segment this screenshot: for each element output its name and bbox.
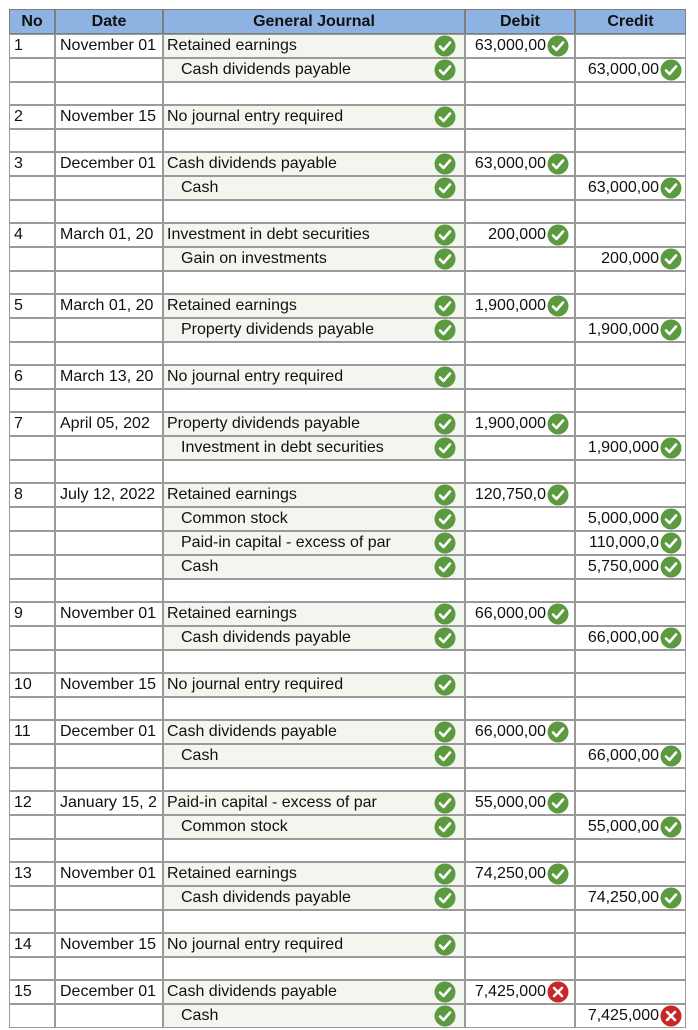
correct-check-icon — [660, 816, 682, 838]
debit-input[interactable] — [465, 318, 575, 342]
account-select[interactable]: Retained earnings — [163, 602, 465, 626]
empty-cell — [55, 839, 163, 862]
table-row — [0, 176, 698, 200]
correct-check-icon — [660, 627, 682, 649]
table-row — [0, 626, 698, 650]
debit-input[interactable]: 1,900,000 — [465, 294, 575, 318]
credit-input[interactable]: 110,000,0 — [575, 531, 686, 555]
entry-number: 12 — [9, 791, 55, 815]
empty-cell — [465, 129, 575, 152]
empty-cell — [575, 650, 686, 673]
empty-cell — [163, 650, 465, 673]
correct-check-icon — [434, 792, 456, 814]
empty-cell — [575, 910, 686, 933]
empty-cell — [465, 389, 575, 412]
correct-check-icon — [434, 934, 456, 956]
credit-input[interactable] — [575, 673, 686, 697]
date-select[interactable] — [55, 744, 163, 768]
empty-cell — [55, 271, 163, 294]
date-select[interactable]: November 01 — [55, 602, 163, 626]
credit-input[interactable] — [575, 720, 686, 744]
empty-cell — [55, 342, 163, 365]
account-select[interactable]: Cash — [163, 555, 465, 579]
table-row — [0, 34, 698, 58]
correct-check-icon — [434, 816, 456, 838]
correct-check-icon — [660, 532, 682, 554]
debit-input[interactable] — [465, 744, 575, 768]
date-select[interactable]: November 01 — [55, 862, 163, 886]
entry-number — [9, 247, 55, 271]
empty-cell — [9, 460, 55, 483]
debit-input[interactable] — [465, 176, 575, 200]
empty-cell — [163, 697, 465, 720]
correct-check-icon — [434, 508, 456, 530]
date-select[interactable]: November 15 — [55, 933, 163, 957]
debit-input[interactable]: 66,000,00 — [465, 720, 575, 744]
correct-check-icon — [660, 59, 682, 81]
table-row — [0, 365, 698, 389]
correct-check-icon — [434, 224, 456, 246]
correct-check-icon — [434, 437, 456, 459]
empty-cell — [55, 957, 163, 980]
credit-input[interactable] — [575, 602, 686, 626]
entry-number: 13 — [9, 862, 55, 886]
credit-input[interactable] — [575, 223, 686, 247]
correct-check-icon — [434, 603, 456, 625]
empty-cell — [163, 957, 465, 980]
debit-input[interactable] — [465, 105, 575, 129]
credit-input[interactable] — [575, 933, 686, 957]
credit-input[interactable] — [575, 791, 686, 815]
table-row — [0, 933, 698, 957]
date-select[interactable] — [55, 626, 163, 650]
date-select[interactable]: December 01 — [55, 720, 163, 744]
account-select[interactable]: Property dividends payable — [163, 318, 465, 342]
header-credit: Credit — [575, 9, 686, 34]
date-select[interactable]: December 01 — [55, 152, 163, 176]
account-select[interactable]: Cash — [163, 176, 465, 200]
date-select[interactable] — [55, 1004, 163, 1028]
correct-check-icon — [660, 319, 682, 341]
empty-cell — [575, 579, 686, 602]
account-select[interactable]: No journal entry required — [163, 933, 465, 957]
debit-input[interactable]: 1,900,000 — [465, 412, 575, 436]
debit-input[interactable] — [465, 815, 575, 839]
empty-cell — [465, 271, 575, 294]
table-row — [0, 58, 698, 82]
debit-input[interactable] — [465, 933, 575, 957]
table-row — [0, 436, 698, 460]
correct-check-icon — [547, 224, 569, 246]
debit-input[interactable]: 63,000,00 — [465, 152, 575, 176]
date-select[interactable] — [55, 436, 163, 460]
empty-cell — [9, 82, 55, 105]
table-row — [0, 791, 698, 815]
debit-input[interactable]: 66,000,00 — [465, 602, 575, 626]
entry-number: 11 — [9, 720, 55, 744]
account-select[interactable]: Cash dividends payable — [163, 626, 465, 650]
account-select[interactable]: Retained earnings — [163, 294, 465, 318]
credit-input[interactable]: 66,000,00 — [575, 744, 686, 768]
empty-cell — [9, 342, 55, 365]
empty-cell — [465, 957, 575, 980]
correct-check-icon — [434, 153, 456, 175]
entry-number — [9, 1004, 55, 1028]
empty-cell — [55, 910, 163, 933]
credit-input[interactable]: 7,425,000 — [575, 1004, 686, 1028]
correct-check-icon — [434, 556, 456, 578]
entry-number: 4 — [9, 223, 55, 247]
table-row — [0, 673, 698, 697]
empty-cell — [575, 200, 686, 223]
correct-check-icon — [434, 745, 456, 767]
correct-check-icon — [434, 248, 456, 270]
date-select[interactable]: April 05, 202 — [55, 412, 163, 436]
correct-check-icon — [434, 532, 456, 554]
correct-check-icon — [547, 413, 569, 435]
debit-input[interactable] — [465, 886, 575, 910]
table-row — [0, 223, 698, 247]
empty-cell — [9, 271, 55, 294]
date-select[interactable]: January 15, 2 — [55, 791, 163, 815]
credit-input[interactable] — [575, 105, 686, 129]
account-select[interactable]: Investment in debt securities — [163, 223, 465, 247]
empty-cell — [163, 768, 465, 791]
debit-input[interactable]: 55,000,00 — [465, 791, 575, 815]
table-row — [0, 720, 698, 744]
empty-cell — [465, 579, 575, 602]
entry-number — [9, 626, 55, 650]
credit-input[interactable] — [575, 365, 686, 389]
correct-check-icon — [434, 366, 456, 388]
empty-cell — [9, 768, 55, 791]
empty-cell — [55, 129, 163, 152]
date-select[interactable]: March 01, 20 — [55, 223, 163, 247]
date-select[interactable] — [55, 555, 163, 579]
table-row — [0, 1004, 698, 1028]
account-select[interactable]: No journal entry required — [163, 365, 465, 389]
account-select[interactable]: Property dividends payable — [163, 412, 465, 436]
table-row — [0, 886, 698, 910]
entry-number — [9, 886, 55, 910]
empty-cell — [163, 200, 465, 223]
debit-input[interactable] — [465, 531, 575, 555]
correct-check-icon — [547, 863, 569, 885]
entry-number: 6 — [9, 365, 55, 389]
empty-cell — [55, 697, 163, 720]
date-select[interactable]: November 15 — [55, 105, 163, 129]
date-select[interactable] — [55, 58, 163, 82]
credit-input[interactable] — [575, 862, 686, 886]
date-select[interactable]: November 01 — [55, 34, 163, 58]
date-select[interactable]: March 13, 20 — [55, 365, 163, 389]
account-select[interactable]: Cash — [163, 1004, 465, 1028]
table-row — [0, 507, 698, 531]
account-select[interactable]: Retained earnings — [163, 862, 465, 886]
account-select[interactable]: No journal entry required — [163, 105, 465, 129]
correct-check-icon — [434, 59, 456, 81]
empty-cell — [575, 697, 686, 720]
account-select[interactable]: Cash — [163, 744, 465, 768]
account-select[interactable]: Common stock — [163, 815, 465, 839]
date-select[interactable] — [55, 247, 163, 271]
account-select[interactable]: Cash dividends payable — [163, 152, 465, 176]
correct-check-icon — [547, 792, 569, 814]
header-general-journal: General Journal — [163, 9, 465, 34]
correct-check-icon — [434, 1005, 456, 1027]
empty-cell — [55, 389, 163, 412]
debit-input[interactable] — [465, 1004, 575, 1028]
correct-check-icon — [547, 603, 569, 625]
empty-cell — [465, 697, 575, 720]
empty-cell — [465, 839, 575, 862]
account-select[interactable]: Cash dividends payable — [163, 720, 465, 744]
empty-cell — [163, 342, 465, 365]
empty-cell — [465, 342, 575, 365]
empty-cell — [575, 957, 686, 980]
correct-check-icon — [434, 981, 456, 1003]
empty-cell — [575, 271, 686, 294]
table-row — [0, 294, 698, 318]
correct-check-icon — [434, 674, 456, 696]
empty-cell — [9, 697, 55, 720]
correct-check-icon — [660, 248, 682, 270]
entry-number — [9, 555, 55, 579]
credit-input[interactable] — [575, 152, 686, 176]
account-select[interactable]: Gain on investments — [163, 247, 465, 271]
correct-check-icon — [434, 35, 456, 57]
entry-number: 10 — [9, 673, 55, 697]
date-select[interactable]: November 15 — [55, 673, 163, 697]
date-select[interactable]: March 01, 20 — [55, 294, 163, 318]
table-row — [0, 602, 698, 626]
date-select[interactable] — [55, 531, 163, 555]
entry-number — [9, 744, 55, 768]
correct-check-icon — [434, 177, 456, 199]
empty-cell — [465, 650, 575, 673]
credit-input[interactable]: 200,000 — [575, 247, 686, 271]
table-row — [0, 531, 698, 555]
account-select[interactable]: Cash dividends payable — [163, 58, 465, 82]
correct-check-icon — [434, 319, 456, 341]
empty-cell — [575, 460, 686, 483]
correct-check-icon — [547, 484, 569, 506]
empty-cell — [163, 389, 465, 412]
empty-cell — [55, 579, 163, 602]
account-select[interactable]: Retained earnings — [163, 34, 465, 58]
credit-input[interactable]: 1,900,000 — [575, 436, 686, 460]
empty-cell — [163, 82, 465, 105]
date-select[interactable]: December 01 — [55, 980, 163, 1004]
credit-input[interactable]: 55,000,00 — [575, 815, 686, 839]
debit-input[interactable] — [465, 626, 575, 650]
correct-check-icon — [547, 295, 569, 317]
correct-check-icon — [660, 437, 682, 459]
empty-cell — [55, 460, 163, 483]
empty-cell — [465, 200, 575, 223]
empty-cell — [163, 129, 465, 152]
header-debit: Debit — [465, 9, 575, 34]
correct-check-icon — [660, 508, 682, 530]
empty-cell — [55, 768, 163, 791]
credit-input[interactable]: 63,000,00 — [575, 58, 686, 82]
credit-input[interactable] — [575, 412, 686, 436]
empty-cell — [575, 129, 686, 152]
table-row — [0, 555, 698, 579]
debit-input[interactable] — [465, 507, 575, 531]
account-select[interactable]: Paid-in capital - excess of par — [163, 531, 465, 555]
empty-cell — [9, 839, 55, 862]
date-select[interactable]: July 12, 2022 — [55, 483, 163, 507]
debit-input[interactable] — [465, 247, 575, 271]
correct-check-icon — [547, 35, 569, 57]
table-row — [0, 483, 698, 507]
date-select[interactable] — [55, 176, 163, 200]
table-row — [0, 980, 698, 1004]
empty-cell — [163, 460, 465, 483]
date-select[interactable] — [55, 815, 163, 839]
empty-cell — [163, 839, 465, 862]
entry-number: 14 — [9, 933, 55, 957]
debit-input[interactable] — [465, 555, 575, 579]
debit-input[interactable]: 200,000 — [465, 223, 575, 247]
entry-number: 2 — [9, 105, 55, 129]
entry-number: 1 — [9, 34, 55, 58]
credit-input[interactable] — [575, 34, 686, 58]
credit-input[interactable] — [575, 980, 686, 1004]
entry-number — [9, 318, 55, 342]
empty-cell — [9, 129, 55, 152]
debit-input[interactable]: 120,750,0 — [465, 483, 575, 507]
empty-cell — [9, 389, 55, 412]
account-select[interactable]: Investment in debt securities — [163, 436, 465, 460]
table-row — [0, 412, 698, 436]
correct-check-icon — [434, 106, 456, 128]
correct-check-icon — [660, 745, 682, 767]
table-row — [0, 152, 698, 176]
empty-cell — [55, 82, 163, 105]
empty-cell — [465, 82, 575, 105]
entry-number: 8 — [9, 483, 55, 507]
empty-cell — [575, 342, 686, 365]
correct-check-icon — [434, 295, 456, 317]
entry-number: 3 — [9, 152, 55, 176]
empty-cell — [9, 957, 55, 980]
entry-number — [9, 507, 55, 531]
empty-cell — [465, 910, 575, 933]
empty-cell — [9, 579, 55, 602]
correct-check-icon — [434, 721, 456, 743]
entry-number — [9, 531, 55, 555]
table-row — [0, 862, 698, 886]
account-select[interactable]: Common stock — [163, 507, 465, 531]
date-select[interactable] — [55, 886, 163, 910]
credit-input[interactable] — [575, 483, 686, 507]
credit-input[interactable] — [575, 294, 686, 318]
entry-number: 7 — [9, 412, 55, 436]
debit-input[interactable]: 63,000,00 — [465, 34, 575, 58]
empty-cell — [55, 650, 163, 673]
empty-cell — [575, 389, 686, 412]
empty-cell — [9, 650, 55, 673]
credit-input[interactable]: 66,000,00 — [575, 626, 686, 650]
account-select[interactable]: No journal entry required — [163, 673, 465, 697]
entry-number: 9 — [9, 602, 55, 626]
empty-cell — [55, 200, 163, 223]
table-row — [0, 318, 698, 342]
entry-number: 5 — [9, 294, 55, 318]
credit-input[interactable]: 74,250,00 — [575, 886, 686, 910]
header-no: No — [9, 9, 55, 34]
entry-number — [9, 58, 55, 82]
correct-check-icon — [434, 484, 456, 506]
debit-input[interactable] — [465, 365, 575, 389]
empty-cell — [465, 768, 575, 791]
correct-check-icon — [434, 887, 456, 909]
debit-input[interactable]: 7,425,000 — [465, 980, 575, 1004]
correct-check-icon — [660, 887, 682, 909]
empty-cell — [575, 839, 686, 862]
account-select[interactable]: Cash dividends payable — [163, 886, 465, 910]
correct-check-icon — [660, 556, 682, 578]
credit-input[interactable]: 63,000,00 — [575, 176, 686, 200]
header-date: Date — [55, 9, 163, 34]
credit-input[interactable]: 1,900,000 — [575, 318, 686, 342]
credit-input[interactable]: 5,750,000 — [575, 555, 686, 579]
account-select[interactable]: Retained earnings — [163, 483, 465, 507]
table-row — [0, 105, 698, 129]
empty-cell — [9, 910, 55, 933]
entry-number — [9, 436, 55, 460]
debit-input[interactable] — [465, 436, 575, 460]
entry-number — [9, 815, 55, 839]
entry-number: 15 — [9, 980, 55, 1004]
table-row — [0, 815, 698, 839]
correct-check-icon — [434, 863, 456, 885]
correct-check-icon — [660, 177, 682, 199]
date-select[interactable] — [55, 507, 163, 531]
account-select[interactable]: Paid-in capital - excess of par — [163, 791, 465, 815]
debit-input[interactable] — [465, 673, 575, 697]
empty-cell — [163, 579, 465, 602]
account-select[interactable]: Cash dividends payable — [163, 980, 465, 1004]
correct-check-icon — [547, 153, 569, 175]
empty-cell — [9, 200, 55, 223]
empty-cell — [163, 910, 465, 933]
empty-cell — [575, 82, 686, 105]
entry-number — [9, 176, 55, 200]
incorrect-x-icon — [547, 981, 569, 1003]
empty-cell — [575, 768, 686, 791]
incorrect-x-icon — [660, 1005, 682, 1027]
empty-cell — [163, 271, 465, 294]
date-select[interactable] — [55, 318, 163, 342]
table-row — [0, 247, 698, 271]
credit-input[interactable]: 5,000,000 — [575, 507, 686, 531]
correct-check-icon — [434, 627, 456, 649]
debit-input[interactable] — [465, 58, 575, 82]
correct-check-icon — [547, 721, 569, 743]
correct-check-icon — [434, 413, 456, 435]
table-row — [0, 744, 698, 768]
empty-cell — [465, 460, 575, 483]
debit-input[interactable]: 74,250,00 — [465, 862, 575, 886]
